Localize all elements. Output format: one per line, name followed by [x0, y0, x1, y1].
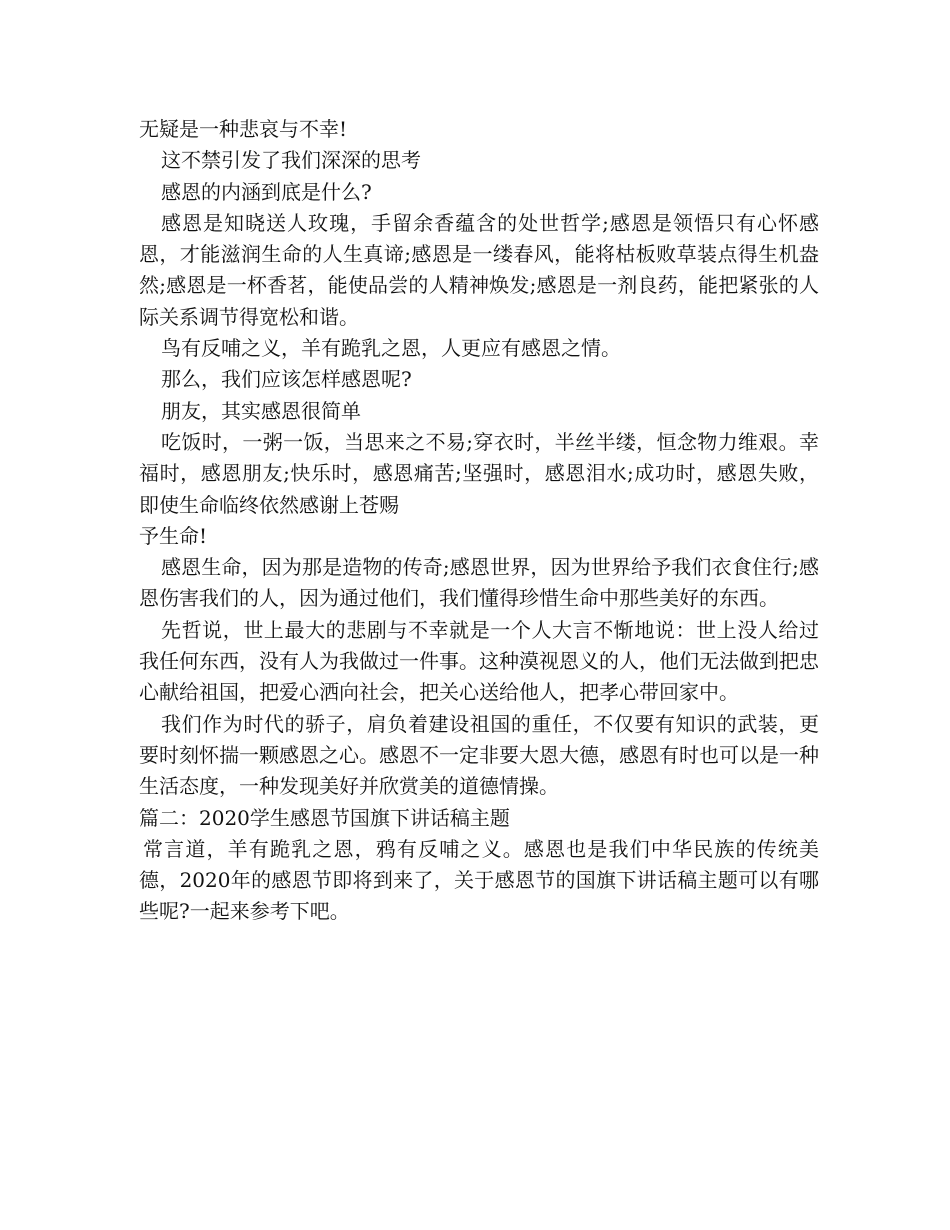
paragraph: 感恩生命，因为那是造物的传奇;感恩世界，因为世界给予我们衣食住行;感恩伤害我们的人，因为通过他们，我们懂得珍惜生命中那些美好的东西。	[139, 555, 819, 611]
paragraph: 吃饭时，一粥一饭，当思来之不易;穿衣时，半丝半缕，恒念物力维艰。幸福时，感恩朋友;快乐时，感恩痛苦;坚强时，感恩泪水;成功时，感恩失败，即使生命临终依然感谢上苍赐	[139, 429, 819, 517]
paragraph: 感恩是知晓送人玫瑰，手留余香蕴含的处世哲学;感恩是领悟只有心怀感恩，才能滋润生命的人生真谛;感恩是一缕春风，能将枯板败草装点得生机盎然;感恩是一杯香茗，能使品尝的人精神焕发;感恩是一剂良药，能把紧张的人际关系调节得宽松和谐。	[139, 210, 819, 329]
paragraph: 鸟有反哺之义，羊有跪乳之恩，人更应有感恩之情。	[161, 336, 621, 361]
paragraph: 予生命!	[139, 523, 208, 548]
section-heading: 篇二：2020学生感恩节国旗下讲话稿主题	[139, 805, 510, 830]
paragraph: 我们作为时代的骄子，肩负着建设祖国的重任，不仅要有知识的武装，更要时刻怀揣一颗感恩之心。感恩不一定非要大恩大德，感恩有时也可以是一种生活态度，一种发现美好并欣赏美的道德情操。	[139, 711, 819, 799]
paragraph: 常言道，羊有跪乳之恩，鸦有反哺之义。感恩也是我们中华民族的传统美德，2020年的感恩节即将到来了，关于感恩节的国旗下讲话稿主题可以有哪些呢?一起来参考下吧。	[139, 836, 819, 924]
paragraph: 这不禁引发了我们深深的思考	[161, 148, 421, 173]
paragraph: 感恩的内涵到底是什么?	[161, 179, 372, 204]
paragraph: 朋友，其实感恩很简单	[161, 398, 361, 423]
paragraph: 先哲说，世上最大的悲剧与不幸就是一个人大言不惭地说：世上没人给过我任何东西，没有人为我做过一件事。这种漠视恩义的人，他们无法做到把忠心献给祖国，把爱心洒向社会，把关心送给他人，把孝心带回家中。	[139, 617, 819, 705]
document-body	[139, 114, 819, 928]
paragraph: 那么，我们应该怎样感恩呢?	[161, 367, 412, 392]
paragraph: 无疑是一种悲哀与不幸!	[139, 117, 348, 141]
